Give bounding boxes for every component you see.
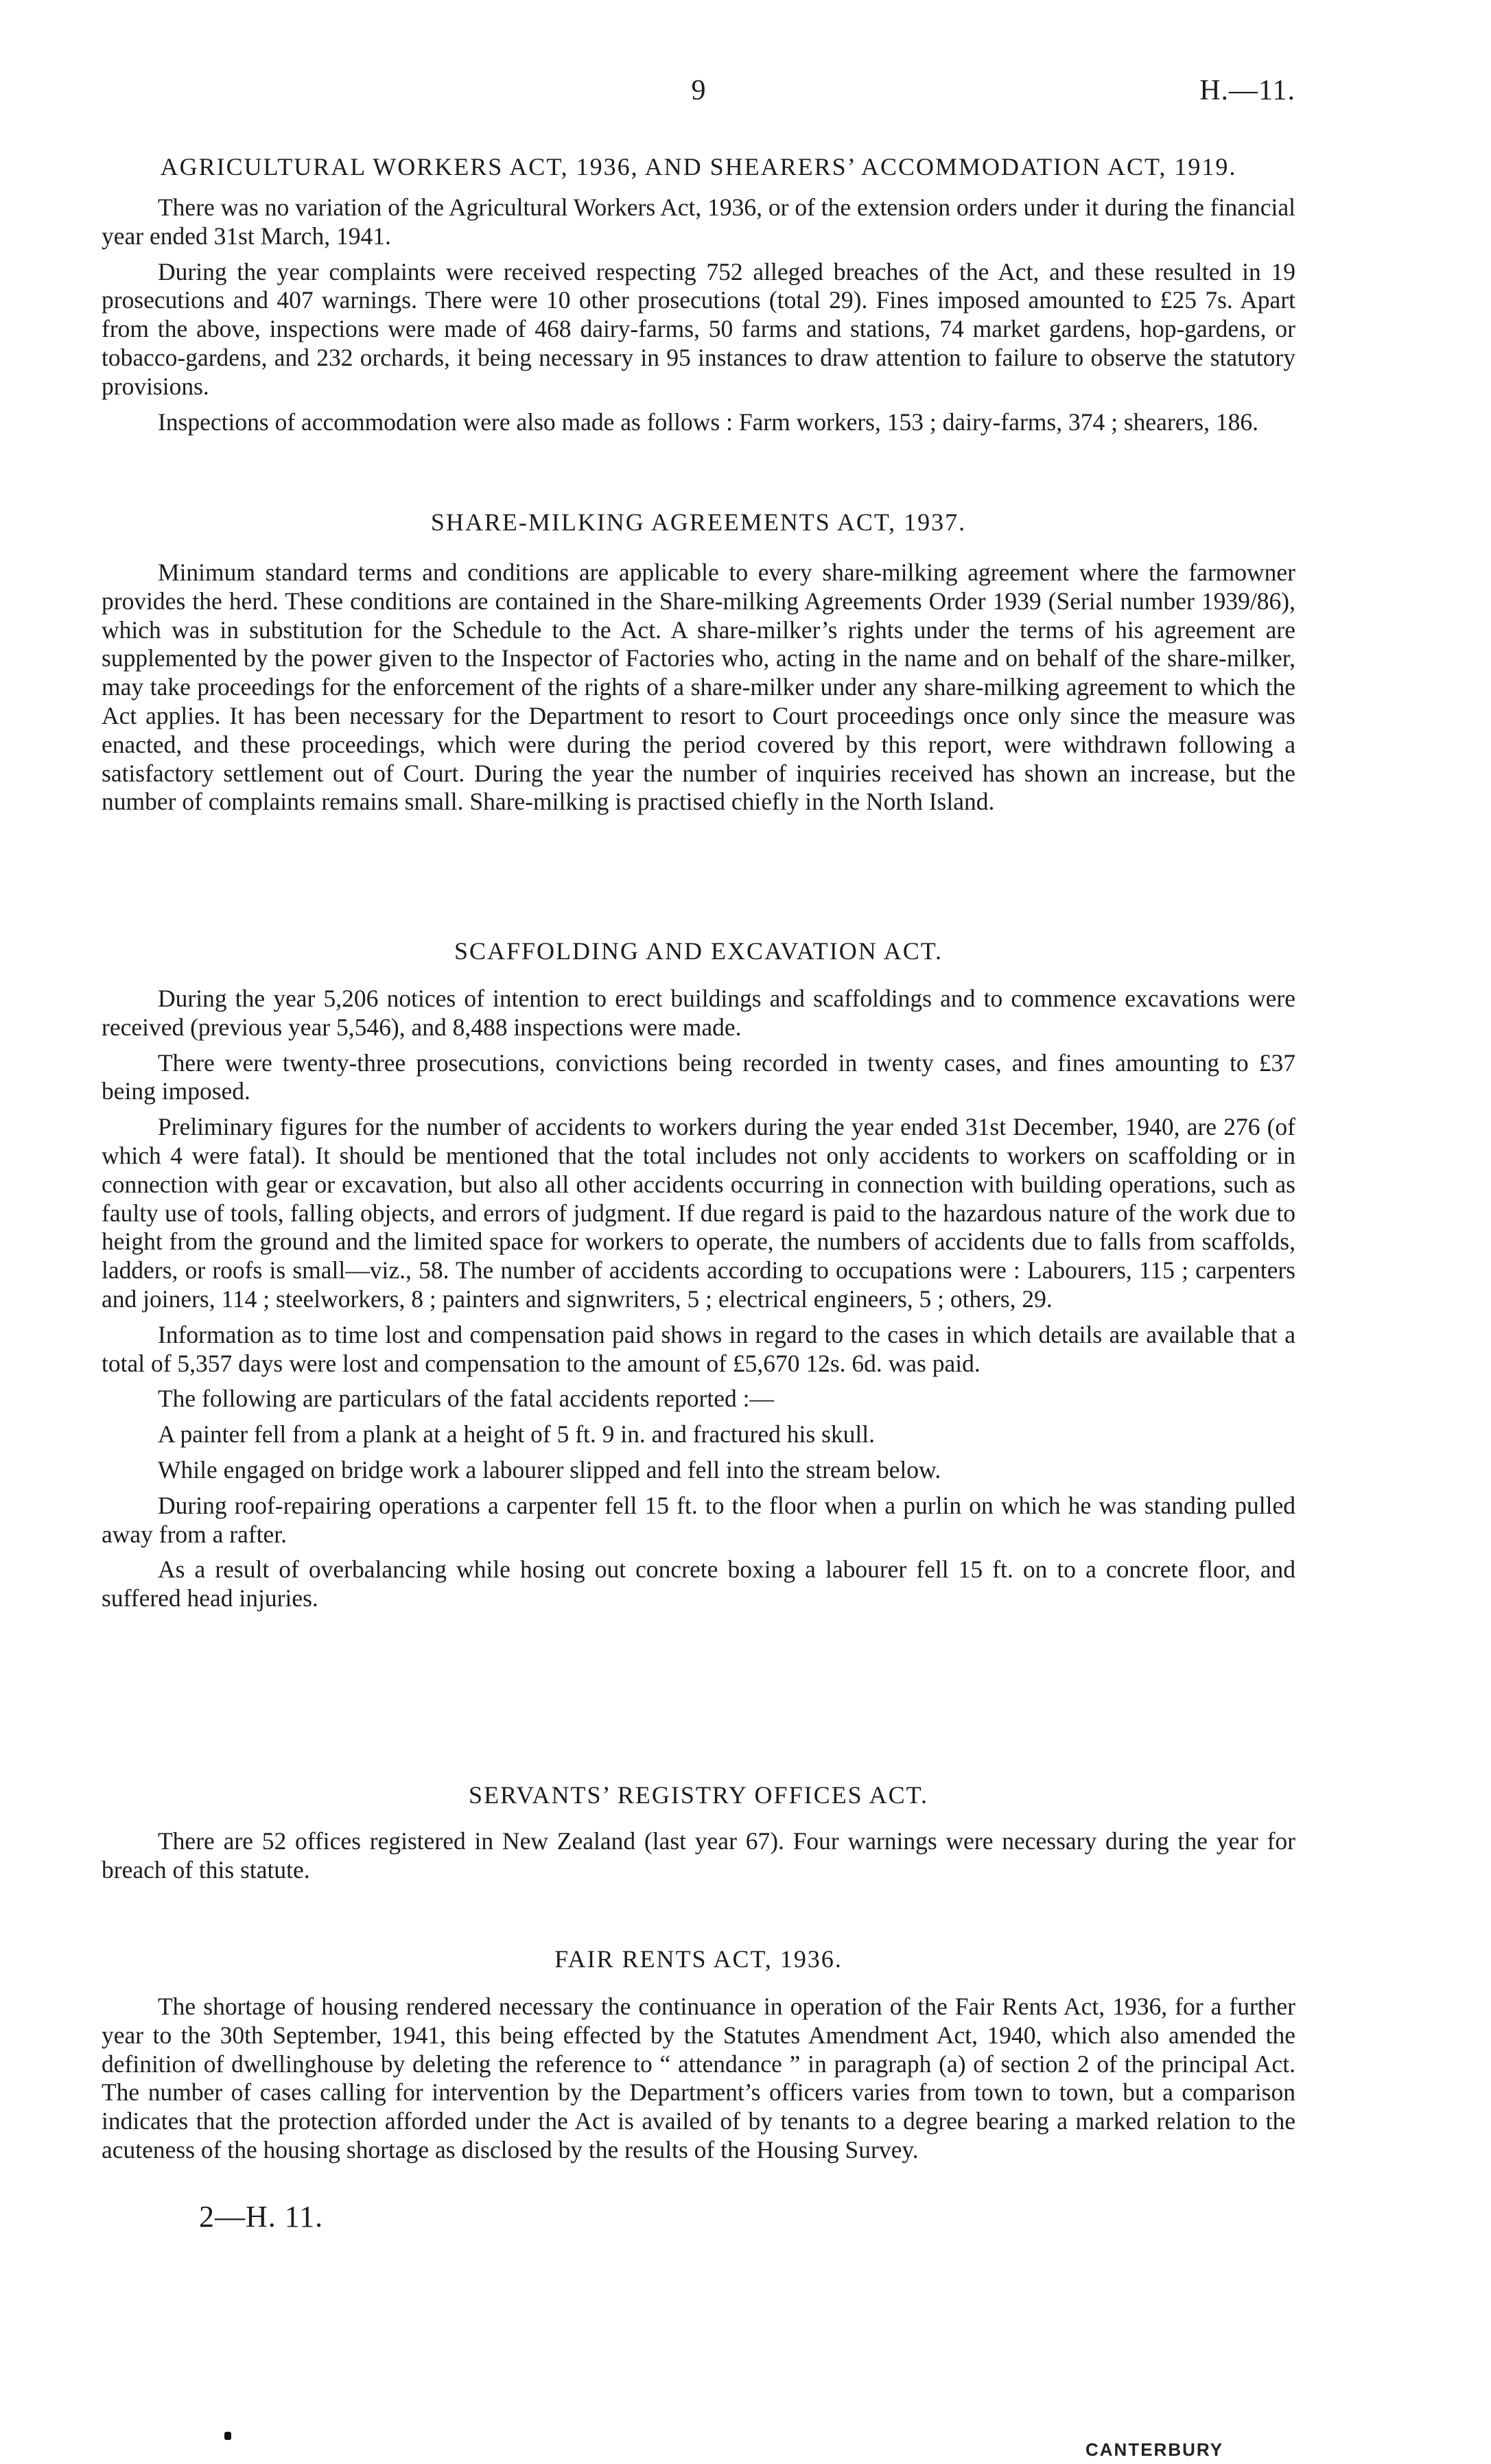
- section-heading: SCAFFOLDING AND EXCAVATION ACT.: [454, 937, 943, 965]
- paragraph: The shortage of housing rendered necessary the continuance in operation of the Fair Rents Act, 1936, for a further year to the 30th September, 1941, this being effected by the Statutes Amendment Act, 1940, which also amended the definition of dwellinghouse by deleting the reference to “ attendance ” in paragraph (a) of section 2 of the principal Act. The number of cases calling for intervention by the Department’s officers varies from town to town, but a comparison indicates that the protection afforded under the Act is availed of by tenants to a degree bearing a marked relation to the acuteness of the housing shortage as disclosed by the results of the Housing Survey.: [102, 1993, 1295, 2163]
- ink-speck: [224, 2432, 231, 2440]
- section-heading: FAIR RENTS ACT, 1936.: [554, 1945, 843, 1973]
- section-heading: SERVANTS’ REGISTRY OFFICES ACT.: [469, 1781, 928, 1809]
- section-servants-registry: [102, 1781, 1295, 1885]
- paragraph: A painter fell from a plank at a height of 5 ft. 9 in. and fractured his skull.: [158, 1420, 875, 1448]
- signature-mark: 2—H. 11.: [199, 2200, 324, 2233]
- section-fair-rents: [102, 1945, 1295, 2165]
- paragraph: There was no variation of the Agricultural Workers Act, 1936, or of the extension orders under it during the financial year ended 31st March, 1941.: [102, 193, 1295, 250]
- page-number: 9: [691, 75, 706, 106]
- paragraph: As a result of overbalancing while hosing out concrete boxing a labourer fell 15 ft. on to a concrete floor, and suffered head injuries.: [102, 1556, 1295, 1612]
- section-share-milking: [102, 508, 1295, 817]
- paragraph: Information as to time lost and compensation paid shows in regard to the cases in which details are available that a total of 5,357 days were lost and compensation to the amount of £5,670 12s. 6d. was paid.: [102, 1320, 1295, 1377]
- section-agricultural-workers: [102, 152, 1295, 436]
- paragraph: Preliminary figures for the number of accidents to workers during the year ended 31st December, 1940, are 276 (of which 4 were fatal). It should be mentioned that the total includes not only accidents to workers on scaffolding or in connection with gear or excavation, but also all other accidents occurring in connection with building operations, such as faulty use of tools, falling objects, and errors of judgment. If due regard is paid to the hazardous nature of the work due to height from the ground and the limited space for workers to operate, the numbers of accidents due to falls from scaffolds, ladders, or roofs is small—viz., 58. The number of accidents according to occupations were : Labourers, 115 ; carpenters and joiners, 114 ; steelworkers, 8 ; painters and signwriters, 5 ; electrical engineers, 5 ; others, 29.: [102, 1113, 1295, 1313]
- paragraph: The following are particulars of the fatal accidents reported :—: [158, 1385, 774, 1413]
- paragraph: During the year complaints were received respecting 752 alleged breaches of the Act, and these resulted in 19 prosecutions and 407 warnings. There were 10 other prosecutions (total 29). Fines imposed amounted to £25 7s. Apart from the above, inspections were made of 468 dairy-farms, 50 farms and stations, 74 market gardens, hop-gardens, or tobacco-gardens, and 232 orchards, it being necessary in 95 instances to draw attention to failure to observe the statutory provisions.: [102, 257, 1295, 400]
- section-heading: SHARE-MILKING AGREEMENTS ACT, 1937.: [430, 508, 967, 536]
- paragraph: Inspections of accommodation were also made as follows : Farm workers, 153 ; dairy-farms, 374 ; shearers, 186.: [158, 408, 1258, 436]
- section-scaffolding: [102, 937, 1295, 1613]
- paragraph: While engaged on bridge work a labourer slipped and fell into the stream below.: [158, 1455, 941, 1483]
- page: [102, 74, 1295, 115]
- paragraph: There are 52 offices registered in New Zealand (last year 67). Four warnings were necessary during the year for breach of this statute.: [102, 1827, 1295, 1884]
- paragraph: There were twenty-three prosecutions, convictions being recorded in twenty cases, and fines amounting to £37 being imposed.: [102, 1048, 1295, 1105]
- paragraph: Minimum standard terms and conditions are applicable to every share-milking agreement where the farmowner provides the herd. These conditions are contained in the Share-milking Agreements Order 1939 (Serial number 1939/86), which was in substitution for the Schedule to the Act. A share-milker’s rights under the terms of his agreement are supplemented by the power given to the Inspector of Factories who, acting in the name and on behalf of the share-milker, may take proceedings for the enforcement of the rights of a share-milker under any share-milking agreement to which the Act applies. It has been necessary for the Department to resort to Court proceedings once only since the measure was enacted, and these proceedings, which were during the period covered by this report, were withdrawn following a satisfactory settlement out of Court. During the year the number of inquiries received has shown an increase, but the number of complaints remains small. Share-milking is practised chiefly in the North Island.: [102, 559, 1295, 816]
- paragraph: During the year 5,206 notices of intention to erect buildings and scaffoldings and to commence excavations were received (previous year 5,546), and 8,488 inspections were made.: [102, 985, 1295, 1041]
- page-header: [102, 74, 1295, 115]
- section-heading: AGRICULTURAL WORKERS ACT, 1936, AND SHEARERS’ ACCOMMODATION ACT, 1919.: [160, 153, 1237, 180]
- paragraph: During roof-repairing operations a carpenter fell 15 ft. to the floor when a purlin on which he was standing pulled away from a rafter.: [102, 1491, 1295, 1548]
- library-stamp: CANTERBURY: [1085, 2439, 1224, 2460]
- document-reference: H.—11.: [1199, 75, 1295, 106]
